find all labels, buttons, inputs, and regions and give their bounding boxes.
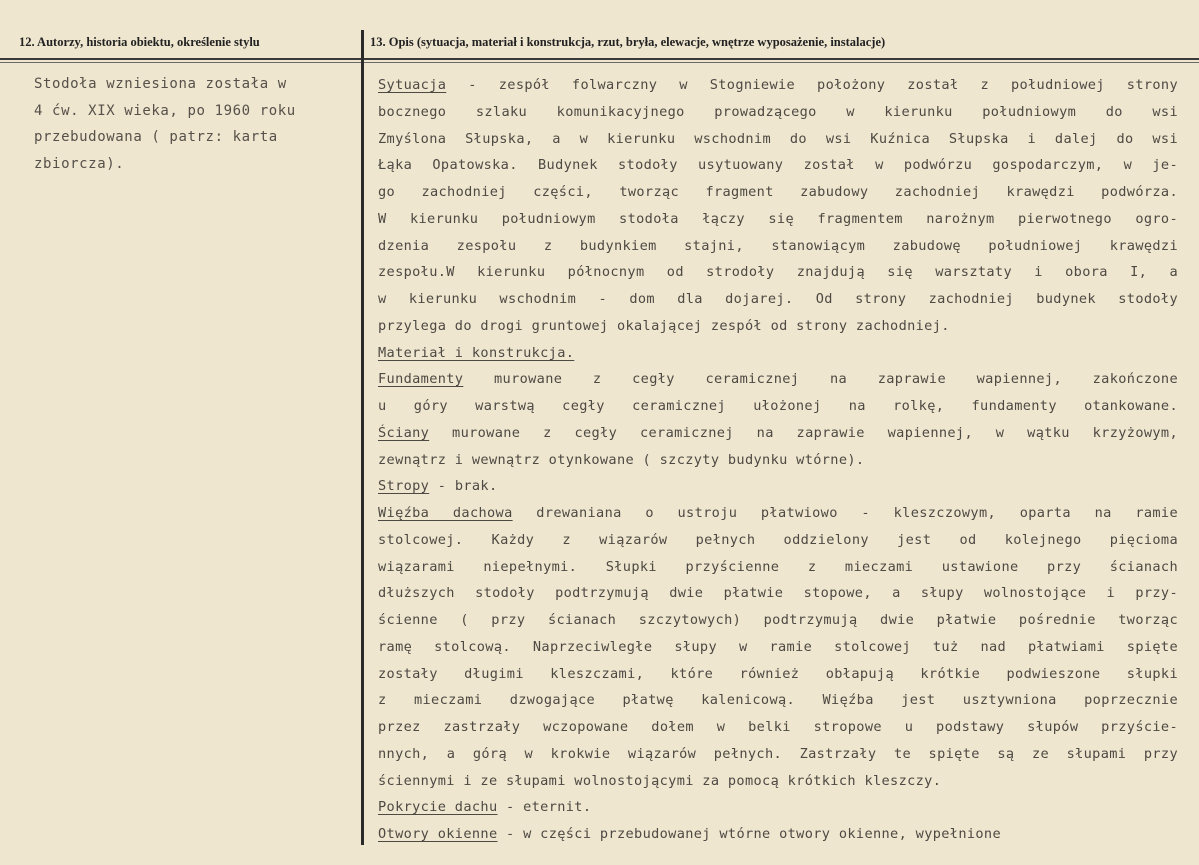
- text-line: [378, 126, 1178, 153]
- header-rule: [0, 58, 1199, 60]
- line-text: ścienne ( przy ścianach szczytowych) podtrzymują dwie płatwie pośrednie tworząc: [378, 612, 1178, 628]
- text-line: [378, 794, 1178, 821]
- line-text: Zmyślona Słupska, a w kierunku wschodnim do wsi Kuźnica Słupska i dalej do wsi: [378, 130, 1178, 147]
- line-text: u góry warstwą cegły ceramicznej ułożonej na rolkę, fundamenty otankowane.: [378, 398, 1178, 414]
- header-rule-thin: [0, 62, 1199, 63]
- text-line: [378, 420, 1178, 447]
- line-text: W kierunku południowym stodoła łączy się fragmentem narożnym pierwotnego ogro-: [378, 210, 1178, 227]
- text-line: [378, 340, 1178, 367]
- column-divider: [361, 30, 364, 845]
- text-line: [378, 768, 1178, 795]
- line-text: dzenia zespołu z budynkiem stajni, stanowiącym zabudowę południowej krawędzi: [378, 237, 1178, 254]
- text-line: [378, 607, 1178, 634]
- section-12-title: 12. Autorzy, historia obiektu, określenie stylu: [19, 35, 260, 49]
- line-text: dłuższych stodoły podtrzymują dwie płatwie stopowe, a słupy wolnostojące i przy-: [378, 585, 1178, 602]
- text-line: [378, 500, 1178, 527]
- text-line: [378, 152, 1178, 179]
- line-text: Łąka Opatowska. Budynek stodoły usytuowany został w podwórzu gospodarczym, w je-: [378, 157, 1178, 174]
- text-line: Stodoła wzniesiona została w: [34, 76, 287, 92]
- line-text: zespołu.W kierunku północnym od strodoły znajdują się warsztaty i obora I, a: [378, 264, 1178, 281]
- line-text: zostały długimi kleszczami, które również obłapują krótkie podwieszone słupki: [378, 665, 1178, 682]
- text-line: [378, 661, 1178, 688]
- section-label: Fundamenty: [378, 371, 464, 388]
- text-line: [378, 99, 1178, 126]
- line-text: zewnątrz i wewnątrz otynkowane ( szczyty budynku wtórne).: [378, 451, 865, 468]
- text-line: [378, 821, 1178, 848]
- text-line: [378, 554, 1178, 581]
- line-text: przez zastrzały wczopowane dołem w belki stropowe u podstawy słupów przyście-: [378, 719, 1178, 735]
- text-line: [378, 179, 1178, 206]
- line-text: - brak.: [429, 478, 498, 495]
- text-line: [378, 527, 1178, 554]
- text-line: przebudowana ( patrz: karta: [34, 129, 278, 145]
- line-text: nnych, a górą w krokwie wiązarów pełnych. Zastrzały te spięte są ze słupami przy: [378, 745, 1178, 762]
- text-line: [378, 473, 1178, 500]
- line-text: - zespół folwarczny w Stogniewie położony został z południowej strony: [446, 77, 1178, 93]
- text-line: [378, 634, 1178, 661]
- text-line: [378, 714, 1178, 741]
- line-text: z mieczami dzwogające płatwę kalenicową. Więźba jest usztywniona poprzecznie: [378, 692, 1178, 709]
- text-line: [378, 206, 1178, 233]
- text-line: [378, 393, 1178, 420]
- line-text: bocznego szlaku komunikacyjnego prowadzącego w kierunku południowym do wsi: [378, 103, 1178, 120]
- line-text: stolcowej. Każdy z wiązarów pełnych oddzielony jest od kolejnego pięcioma: [378, 531, 1178, 548]
- line-text: przylega do drogi gruntowej okalającej zespół od strony zachodniej.: [378, 317, 950, 334]
- section-13-title: 13. Opis (sytuacja, materiał i konstrukcja, rzut, bryła, elewacje, wnętrze wyposażenie, instalacje): [370, 35, 886, 49]
- line-text: ściennymi i ze słupami wolnostojącymi za pomocą krótkich kleszczy.: [378, 772, 942, 789]
- line-text: wiązarami niepełnymi. Słupki przyścienne z mieczami ustawione przy ścianach: [378, 558, 1178, 575]
- section-label: Sytuacja: [378, 77, 447, 93]
- text-line: [378, 259, 1178, 286]
- line-text: w kierunku wschodnim - dom dla dojarej. Od strony zachodniej budynek stodoły: [378, 291, 1178, 307]
- text-line: 4 ćw. XIX wieka, po 1960 roku: [34, 102, 296, 119]
- section-label: Pokrycie dachu: [378, 799, 498, 816]
- section-13-body: [378, 72, 1178, 848]
- text-line: [378, 580, 1178, 607]
- text-line: [378, 233, 1178, 260]
- text-line: [378, 366, 1178, 393]
- text-line: [378, 313, 1178, 340]
- line-text: murowane z cegły ceramicznej na zaprawie wapiennej, zakończone: [463, 371, 1178, 388]
- line-text: drewaniana o ustroju płatwiowo - kleszczowym, oparta na ramie: [512, 505, 1178, 521]
- line-text: - w części przebudowanej wtórne otwory okienne, wypełnione: [497, 826, 1001, 842]
- text-line: [378, 286, 1178, 313]
- section-label: Więźba dachowa: [378, 505, 513, 521]
- section-label: Materiał i konstrukcja.: [378, 344, 575, 361]
- line-text: - eternit.: [497, 799, 592, 816]
- text-line: [378, 447, 1178, 474]
- text-line: [378, 687, 1178, 714]
- section-label: Ściany: [378, 424, 430, 441]
- line-text: murowane z cegły ceramicznej na zaprawie wapiennej, w wątku krzyżowym,: [429, 424, 1178, 441]
- text-line: [378, 741, 1178, 768]
- line-text: go zachodniej części, tworząc fragment zabudowy zachodniej krawędzi podwórza.: [378, 184, 1178, 200]
- section-label: Stropy: [378, 478, 430, 495]
- section-label: Otwory okienne: [378, 826, 498, 842]
- line-text: ramę stolcową. Naprzeciwległe słupy w ramie stolcowej tuż nad płatwiami spięte: [378, 638, 1178, 655]
- text-line: zbiorcza).: [34, 155, 125, 172]
- section-12-body: [34, 71, 344, 177]
- text-line: [378, 72, 1178, 99]
